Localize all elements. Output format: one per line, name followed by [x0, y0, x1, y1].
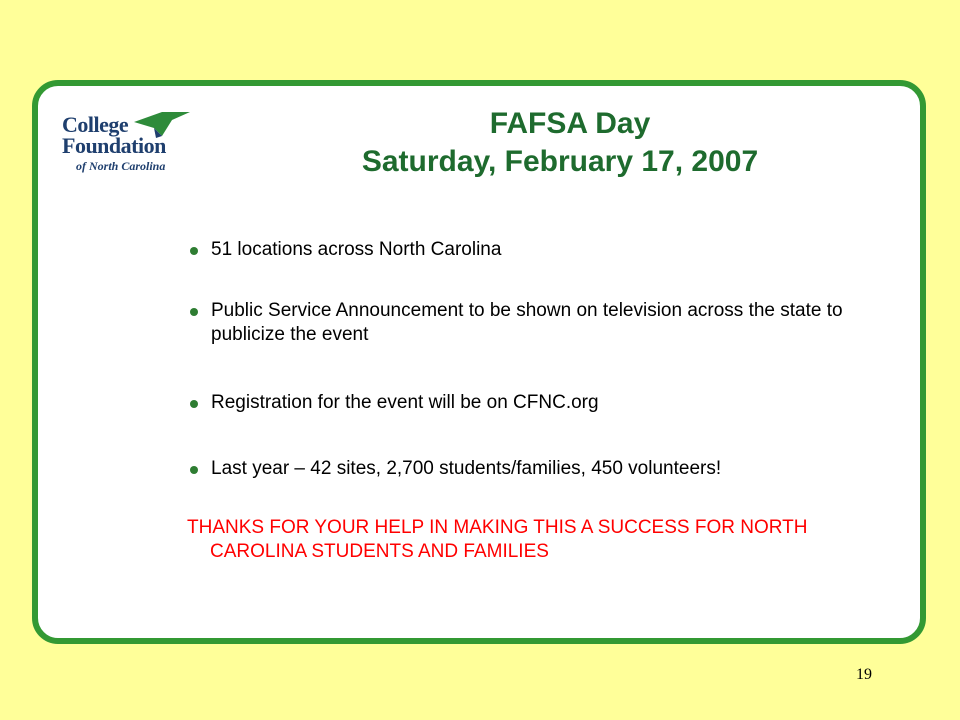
logo-foundation-text: Foundation: [62, 133, 166, 158]
logo-college-text: College: [62, 112, 129, 137]
logo-state-text: of North Carolina: [76, 159, 166, 173]
bullet-text: Public Service Announcement to be shown on television across the state to publicize the event: [211, 300, 843, 345]
bullet-item: [188, 457, 891, 481]
bullet-text: 51 locations across North Carolina: [211, 239, 502, 260]
bullet-dot-icon: [190, 400, 198, 408]
page-number: 19: [856, 666, 872, 683]
cfnc-logo: [62, 110, 197, 180]
thanks-message: THANKS FOR YOUR HELP IN MAKING THIS A SUCCESS FOR NORTH CAROLINA STUDENTS AND FAMILIES: [187, 517, 808, 562]
bullet-item: [188, 299, 891, 347]
bullet-dot-icon: [190, 247, 198, 255]
slide-title: FAFSA Day: [489, 107, 651, 140]
bullet-item: [188, 391, 891, 415]
bullet-text: Last year – 42 sites, 2,700 students/families, 450 volunteers!: [211, 458, 722, 479]
slide-subtitle-date: Saturday, February 17, 2007: [361, 145, 759, 178]
bullet-dot-icon: [190, 308, 198, 316]
bullet-item: [188, 238, 891, 262]
bullet-text: Registration for the event will be on CFNC.org: [211, 392, 599, 413]
bullet-dot-icon: [190, 466, 198, 474]
